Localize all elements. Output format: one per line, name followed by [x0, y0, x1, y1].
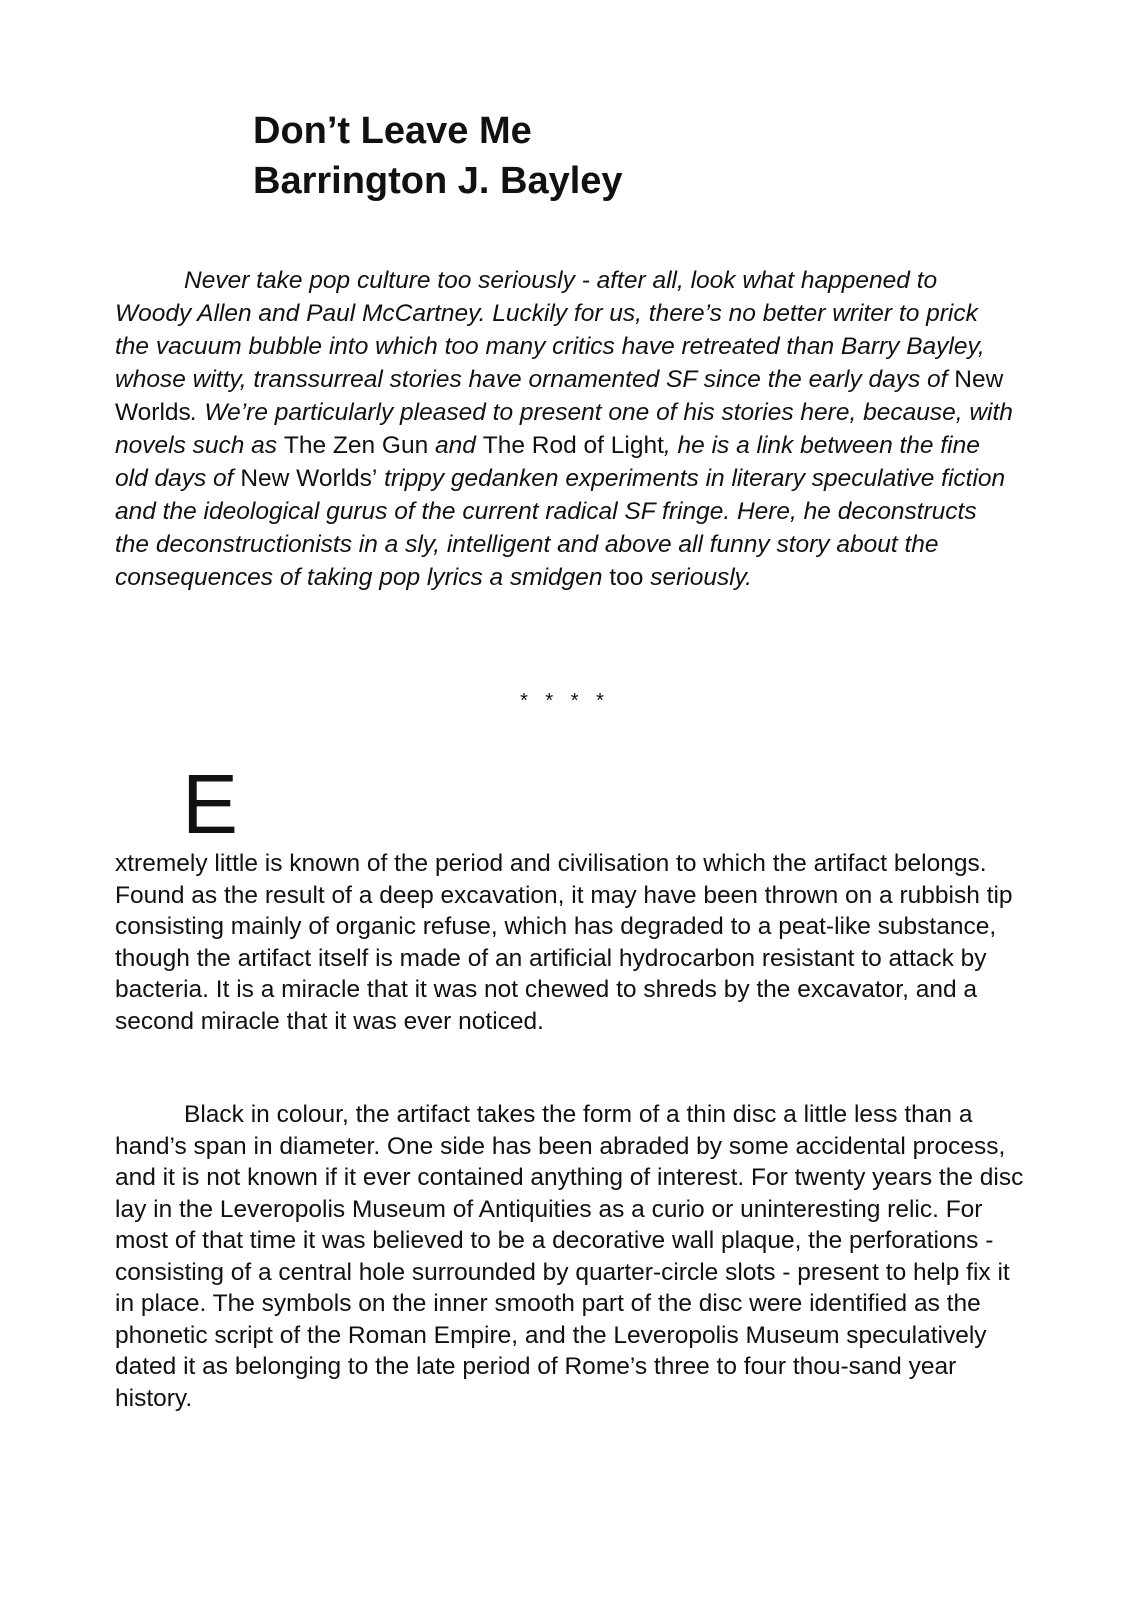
- story-author: Barrington J. Bayley: [253, 160, 623, 202]
- editorial-introduction: [115, 264, 1015, 594]
- intro-title-ref: New Worlds: [115, 366, 1004, 426]
- intro-text: Never take pop culture too seriously - after all, look what happened to Woody Allen and Paul McCartney. Luckily for us, there’s no better writer to prick the vacuum bubble into which too many critics have retreated than Barry Bayley, whose witty, transsurreal stories have ornamented SF since the early days of: [115, 267, 985, 393]
- body-paragraph: xtremely little is known of the period and civilisation to which the artifact belongs. Found as the result of a deep excavation, it may have been thrown on a rubbish tip consisting mainly of organic refuse, which has degraded to a peat-like substance, though the artifact itself is made of an artificial hydrocarbon resistant to attack by bacteria. It is a miracle that it was not chewed to shreds by the excavator, and a second miracle that it was ever noticed.: [115, 850, 1013, 1035]
- intro-title-ref: The Zen Gun: [283, 432, 429, 459]
- title-block: [253, 106, 623, 206]
- intro-emphasis: too: [609, 564, 644, 591]
- story-title: Don’t Leave Me: [253, 110, 532, 152]
- drop-cap: E: [182, 757, 239, 851]
- intro-title-ref: The Rod of Light: [482, 432, 664, 459]
- intro-text: . We’re particularly pleased to present one of his stories here, because, with novels such as: [115, 399, 1013, 459]
- section-separator: * * * *: [520, 690, 610, 712]
- intro-text: and: [428, 432, 483, 459]
- intro-text: , he is a link between the fine old days of: [115, 432, 980, 492]
- intro-text: seriously.: [643, 564, 752, 591]
- intro-text: trippy gedanken experiments in literary speculative fiction and the ideological gurus of the current radical SF fringe. Here, he deconstructs the deconstructionists in a sly, intelligent and above all funny story about the consequences of taking pop lyrics a smidgen: [115, 465, 1006, 591]
- body-paragraph: Black in colour, the artifact takes the form of a thin disc a little less than a hand’s span in diameter. One side has been abraded by some accidental process, and it is not known if it ever contained anything of interest. For twenty years the disc lay in the Leveropolis Museum of Antiquities as a curio or uninteresting relic. For most of that time it was believed to be a decorative wall plaque, the perforations - consisting of a central hole surrounded by quarter-circle slots - present to help fix it in place. The symbols on the inner smooth part of the disc were identified as the phonetic script of the Roman Empire, and the Leveropolis Museum speculatively dated it as belonging to the late period of Rome’s three to four thou-sand year history.: [115, 1101, 1024, 1412]
- intro-title-ref: New Worlds’: [240, 465, 378, 492]
